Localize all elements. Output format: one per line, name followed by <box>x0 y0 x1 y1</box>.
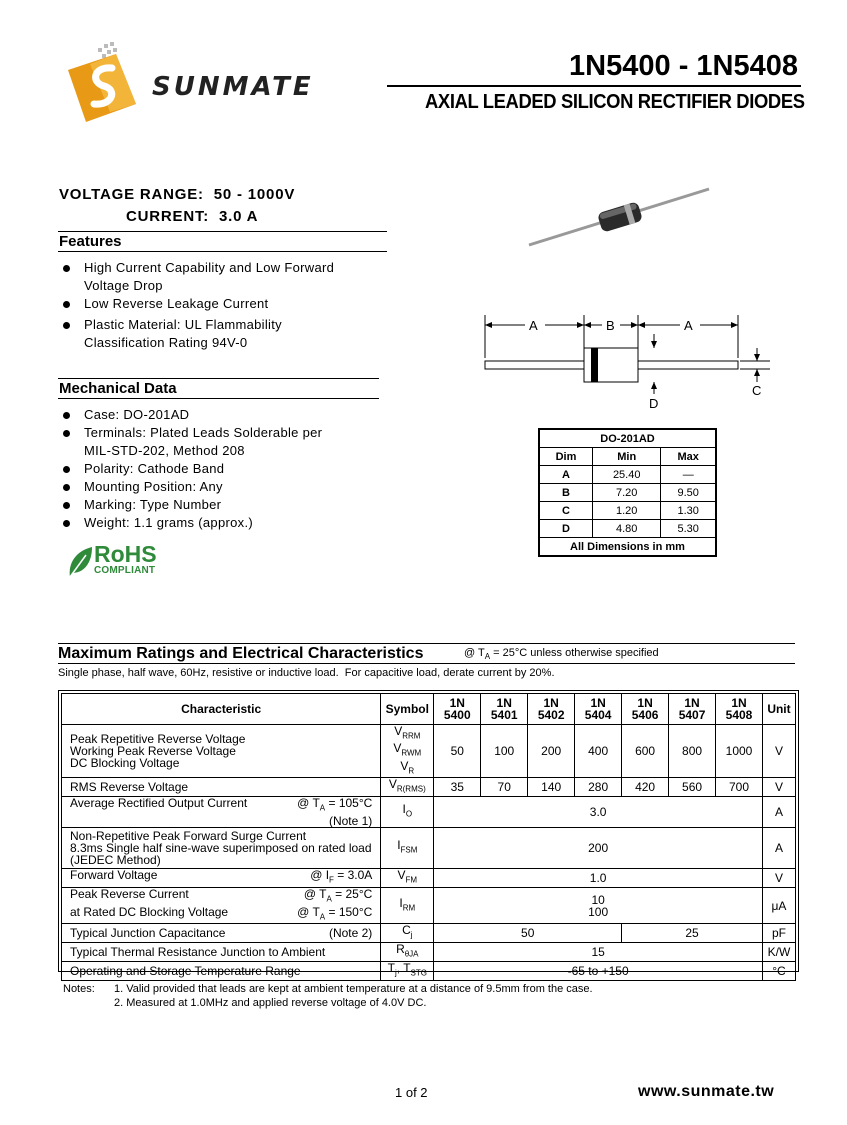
dim-label-a: A <box>529 318 538 333</box>
col-part: 1N 5408 <box>716 694 763 725</box>
mechanical-list <box>59 406 349 532</box>
ratings-table-frame <box>58 690 799 978</box>
symbol-cell: $C_j$ <box>381 923 434 942</box>
brand-name: SUNMATE <box>152 72 314 102</box>
table-row <box>62 961 796 980</box>
table-row <box>62 869 796 888</box>
footer-url[interactable]: www.sunmate.tw <box>638 1083 775 1100</box>
current-value: 3.0 A <box>219 208 259 225</box>
symbol-cell: $R_{\theta JA}$ <box>381 942 434 961</box>
note-2: 2. Measured at 1.0MHz and applied reverse voltage of 4.0V DC. <box>114 997 427 1009</box>
list-item: Low Reverse Leakage Current <box>59 295 359 313</box>
table-row <box>62 828 796 869</box>
value-cell: 560 <box>669 778 716 797</box>
cond-text: @ T <box>464 647 485 659</box>
part-number-title: 1N5400 - 1N5408 <box>569 50 798 82</box>
value-cell: 400 <box>575 725 622 778</box>
ratings-condition <box>464 647 659 661</box>
unit-cell: pF <box>762 923 795 942</box>
rohs-badge <box>66 543 176 579</box>
table-header-row <box>62 694 796 725</box>
dim-header: Max <box>661 448 716 466</box>
divider <box>58 378 379 379</box>
value-cell: 200 <box>528 725 575 778</box>
symbol-cell: $I_{FSM}$ <box>381 828 434 869</box>
col-part: 1N 5401 <box>481 694 528 725</box>
symbol-cell: $T_j$, $T_{STG}$ <box>381 961 434 980</box>
divider <box>58 398 379 399</box>
table-row <box>62 942 796 961</box>
list-item: Case: DO-201AD <box>59 406 349 424</box>
value-cell: 800 <box>669 725 716 778</box>
symbol-cell: $V_{FM}$ <box>381 869 434 888</box>
leaf-icon <box>66 545 94 579</box>
diode-image-icon <box>525 185 715 250</box>
char-cell: Forward Voltage @ $I_F = 3.0A$ <box>62 869 381 888</box>
char-cell: Operating and Storage Temperature Range <box>62 961 381 980</box>
unit-cell: V <box>762 725 795 778</box>
table-row <box>62 778 796 797</box>
dim-label-a2: A <box>684 318 693 333</box>
note-a: Single phase, half wave, 60Hz, resistive or inductive load. <box>58 667 339 679</box>
col-part: 1N 5404 <box>575 694 622 725</box>
value-cell: 200 <box>434 828 763 869</box>
current-rating <box>126 208 258 225</box>
col-part: 1N 5407 <box>669 694 716 725</box>
dim-table-footer: All Dimensions in mm <box>539 538 716 557</box>
voltage-label: VOLTAGE RANGE: <box>59 186 204 203</box>
divider <box>58 643 795 644</box>
dim-cell: 25.40 <box>592 466 660 484</box>
rohs-text: RoHS <box>94 541 157 567</box>
unit-cell: A <box>762 828 795 869</box>
list-item: Terminals: Plated Leads Solderable per MIL-STD-202, Method 208 <box>59 424 349 460</box>
value-cell: 3.0 <box>434 797 763 828</box>
col-part: 1N 5400 <box>434 694 481 725</box>
char-cell: Peak Repetitive Reverse Voltage Working Peak Reverse Voltage DC Blocking Voltage <box>62 725 381 778</box>
divider <box>58 663 795 664</box>
value-cell: 700 <box>716 778 763 797</box>
dim-cell: 9.50 <box>661 484 716 502</box>
dim-cell: C <box>539 502 592 520</box>
dimension-table <box>538 428 717 557</box>
table-row <box>539 484 716 502</box>
dim-cell: D <box>539 520 592 538</box>
note-1: 1. Valid provided that leads are kept at ambient temperature at a distance of 9.5mm from the case. <box>114 983 593 995</box>
page-number: 1 of 2 <box>395 1085 428 1100</box>
char-cell: Peak Reverse Current @ $T_A = 25^\circ C$ at Rated DC Blocking Voltage @ $T_A = 150^\circ C$ <box>62 888 381 924</box>
cond-sub: A <box>484 652 491 662</box>
header-rule <box>387 85 801 87</box>
features-list <box>59 259 359 352</box>
dim-cell: B <box>539 484 592 502</box>
char-cell: Typical Junction Capacitance (Note 2) <box>62 923 381 942</box>
symbol-cell: $I_O$ <box>381 797 434 828</box>
table-row <box>62 797 796 828</box>
dim-cell: 1.20 <box>592 502 660 520</box>
symbol-cell: $V_{R(RMS)}$ <box>381 778 434 797</box>
value-cell: 50 <box>434 923 622 942</box>
dimension-drawing <box>480 310 770 410</box>
unit-cell: A <box>762 797 795 828</box>
char-cell: Non-Repetitive Peak Forward Surge Current 8.3ms Single half sine-wave superimposed on rated load (JEDEC Method) <box>62 828 381 869</box>
dim-cell: 5.30 <box>661 520 716 538</box>
value-cell: 420 <box>622 778 669 797</box>
dim-cell: 4.80 <box>592 520 660 538</box>
divider <box>58 231 387 232</box>
value-cell: 15 <box>434 942 763 961</box>
list-item: Mounting Position: Any <box>59 478 349 496</box>
list-item: High Current Capability and Low Forward Voltage Drop <box>59 259 359 295</box>
value-cell: 35 <box>434 778 481 797</box>
unit-cell: V <box>762 869 795 888</box>
dim-header: Dim <box>539 448 592 466</box>
list-item: Marking: Type Number <box>59 496 349 514</box>
brand-logo <box>60 42 330 132</box>
value-cell: 100 <box>481 725 528 778</box>
value-cell: 70 <box>481 778 528 797</box>
col-part: 1N 5406 <box>622 694 669 725</box>
unit-cell: μA <box>762 888 795 924</box>
unit-cell: V <box>762 778 795 797</box>
rohs-compliant: COMPLIANT <box>94 565 156 576</box>
table-row <box>62 725 796 778</box>
unit-cell: °C <box>762 961 795 980</box>
table-row <box>539 520 716 538</box>
value-cell: -65 to +150 <box>434 961 763 980</box>
page-subtitle: AXIAL LEADED SILICON RECTIFIER DIODES <box>425 91 805 113</box>
dim-header: Min <box>592 448 660 466</box>
features-title: Features <box>59 233 122 250</box>
value-cell: 140 <box>528 778 575 797</box>
list-item: Polarity: Cathode Band <box>59 460 349 478</box>
current-label: CURRENT: <box>126 208 210 225</box>
mechanical-title: Mechanical Data <box>59 380 177 397</box>
notes-label: Notes: <box>63 983 95 995</box>
ratings-note <box>58 667 555 679</box>
value-cell: 50 <box>434 725 481 778</box>
value-cell: 25 <box>622 923 763 942</box>
col-part: 1N 5402 <box>528 694 575 725</box>
dim-cell: 1.30 <box>661 502 716 520</box>
voltage-value: 50 - 1000V <box>213 186 296 203</box>
dim-cell: — <box>661 466 716 484</box>
symbol-cell: $V_{RRM}$ $V_{RWM}$ $V_R$ <box>381 725 434 778</box>
col-unit: Unit <box>762 694 795 725</box>
dim-label-b: B <box>606 318 615 333</box>
table-row <box>539 466 716 484</box>
voltage-range <box>59 186 295 203</box>
unit-cell: K/W <box>762 942 795 961</box>
value-cell: 1000 <box>716 725 763 778</box>
divider <box>58 251 387 252</box>
dim-cell: 7.20 <box>592 484 660 502</box>
table-row <box>62 888 796 924</box>
dim-table-title: DO-201AD <box>539 429 716 448</box>
note-b: For capacitive load, derate current by 20%. <box>344 667 555 679</box>
col-characteristic: Characteristic <box>62 694 381 725</box>
col-symbol: Symbol <box>381 694 434 725</box>
cond-rest: = 25°C unless otherwise specified <box>490 647 659 659</box>
symbol-cell: $I_{RM}$ <box>381 888 434 924</box>
table-row <box>539 502 716 520</box>
value-cell: 10 100 <box>434 888 763 924</box>
dim-label-c: C <box>752 383 762 398</box>
list-item: Plastic Material: UL Flammability Classification Rating 94V-0 <box>59 316 314 352</box>
char-cell: RMS Reverse Voltage <box>62 778 381 797</box>
char-cell: Typical Thermal Resistance Junction to Ambient <box>62 942 381 961</box>
value-cell: 600 <box>622 725 669 778</box>
list-item: Weight: 1.1 grams (approx.) <box>59 514 349 532</box>
char-cell: Average Rectified Output Current @ $T_A = 105^\circ C$ (Note 1) <box>62 797 381 828</box>
ratings-table <box>61 693 796 981</box>
value-cell: 1.0 <box>434 869 763 888</box>
logo-mark-icon <box>60 42 160 132</box>
dim-cell: A <box>539 466 592 484</box>
ratings-title: Maximum Ratings and Electrical Characteristics <box>58 645 424 662</box>
dim-label-d: D <box>649 396 659 411</box>
value-cell: 280 <box>575 778 622 797</box>
table-row <box>62 923 796 942</box>
